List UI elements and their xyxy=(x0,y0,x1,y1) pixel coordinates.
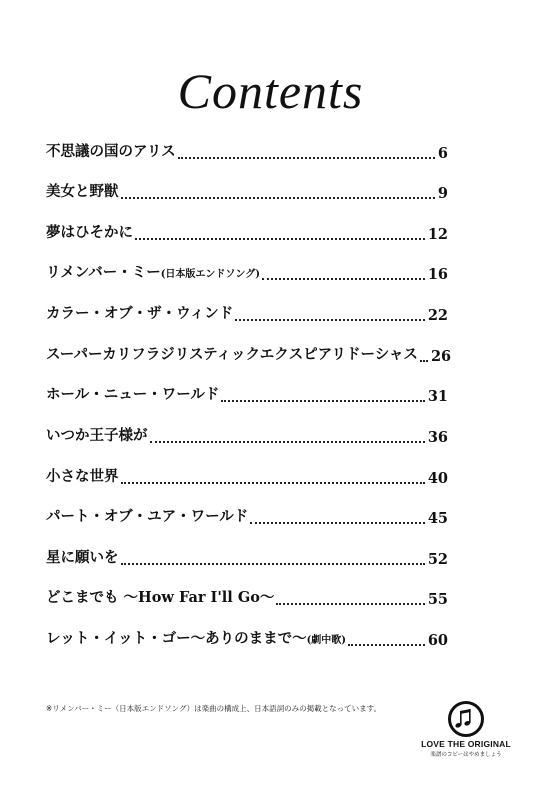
page-number: 16 xyxy=(427,266,448,283)
toc-entry[interactable] xyxy=(46,221,448,245)
song-title: 夢はひそかに xyxy=(46,224,133,241)
toc-entry[interactable] xyxy=(46,546,448,570)
dot-leader xyxy=(420,360,428,362)
dot-leader xyxy=(348,644,425,646)
toc-entry[interactable] xyxy=(46,465,448,489)
toc-entry[interactable] xyxy=(46,505,448,529)
toc-entry[interactable] xyxy=(46,343,452,367)
dot-leader xyxy=(235,319,425,321)
song-title: いつか王子様が xyxy=(46,427,148,444)
page-number: 22 xyxy=(427,307,448,324)
page-number: 12 xyxy=(427,226,448,243)
dot-leader xyxy=(150,441,425,443)
dot-leader xyxy=(121,563,425,565)
contents-title: Contents xyxy=(177,63,364,119)
dot-leader xyxy=(121,482,425,484)
dot-leader xyxy=(276,603,424,605)
page-number: 45 xyxy=(427,510,448,527)
page-number: 40 xyxy=(427,470,448,487)
toc-entry[interactable] xyxy=(46,261,448,285)
page-number: 60 xyxy=(427,632,448,649)
page-number: 9 xyxy=(437,185,448,202)
page-number: 6 xyxy=(437,145,448,162)
song-title: ホール・ニュー・ワールド xyxy=(46,386,220,403)
song-title: カラー・オブ・ザ・ウィンド xyxy=(46,305,234,322)
dot-leader xyxy=(221,400,424,402)
footnote: ※リメンバー・ミー（日本版エンドソング）は楽曲の構成上、日本語詞のみの掲載となっています。 xyxy=(46,704,382,713)
dot-leader xyxy=(121,197,435,199)
page-number: 31 xyxy=(427,388,448,405)
song-title: スーパーカリフラジリスティックエクスピアリドーシャス xyxy=(46,346,418,363)
song-title: リメンバー・ミー(日本版エンドソング) xyxy=(46,264,260,281)
page-number: 36 xyxy=(427,429,448,446)
page-number: 26 xyxy=(430,348,452,365)
toc-entry[interactable] xyxy=(46,180,448,204)
toc-entry[interactable] xyxy=(46,586,448,610)
song-title: 星に願いを xyxy=(46,549,119,566)
music-note-icon xyxy=(447,700,485,738)
logo-line2: 楽譜のコピーはやめましょう xyxy=(430,752,502,758)
song-title: 不思議の国のアリス xyxy=(46,143,176,160)
toc-entry[interactable] xyxy=(46,140,448,164)
dot-leader xyxy=(262,278,425,280)
dot-leader xyxy=(178,157,435,159)
page-number: 52 xyxy=(427,551,448,568)
logo-line1: LOVE THE ORIGINAL xyxy=(421,739,511,749)
song-title: パート・オブ・ユア・ワールド xyxy=(46,508,249,525)
song-title: どこまでも 〜How Far I'll Go〜 xyxy=(46,589,275,606)
toc-entry[interactable] xyxy=(46,424,448,448)
toc-entry[interactable] xyxy=(46,627,448,651)
dot-leader xyxy=(135,238,425,240)
song-title: 美女と野獣 xyxy=(46,183,119,200)
song-title: レット・イット・ゴー〜ありのままで〜(劇中歌) xyxy=(46,630,347,647)
dot-leader xyxy=(250,522,425,524)
song-title: 小さな世界 xyxy=(46,468,119,485)
toc-entry[interactable] xyxy=(46,302,448,326)
page-number: 55 xyxy=(427,591,448,608)
love-the-original-logo xyxy=(406,700,526,758)
toc-entry[interactable] xyxy=(46,383,448,407)
